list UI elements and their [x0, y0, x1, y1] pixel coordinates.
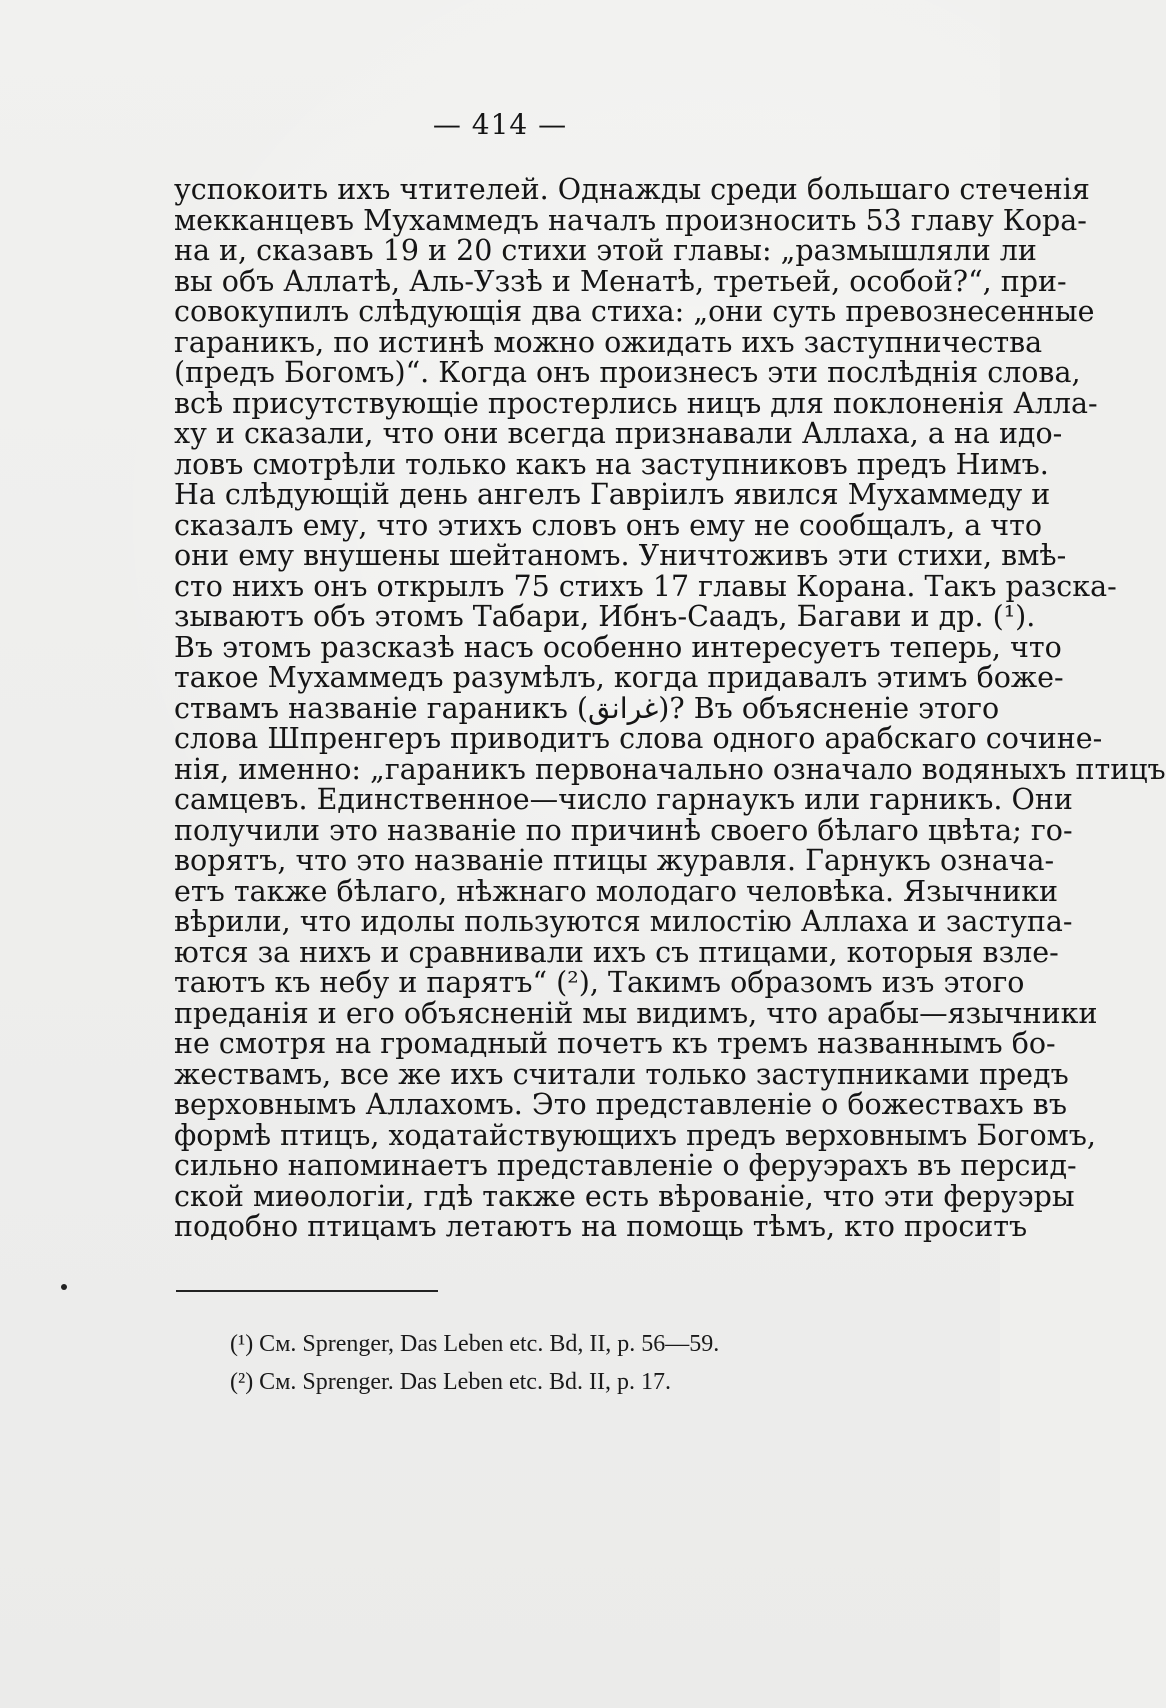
text-line: формѣ птицъ, ходатайствующихъ предъ верховнымъ Богомъ,: [174, 1118, 1096, 1152]
text-line: гараникъ, по истинѣ можно ожидать ихъ заступничества: [174, 325, 1043, 359]
text-line: всѣ присутствующіе простерлись ницъ для поклоненія Алла-: [174, 386, 1098, 420]
text-line: етъ также бѣлаго, нѣжнаго молодаго человѣка. Язычники: [174, 874, 1059, 908]
text-line: жествамъ, все же ихъ считали только заступниками предъ: [174, 1057, 1069, 1091]
text-line: верховнымъ Аллахомъ. Это представленіе о божествахъ въ: [174, 1088, 1067, 1121]
text-line: сильно напоминаетъ представленіе о феруэрахъ въ персид-: [174, 1149, 1077, 1182]
footnote-1: (¹) См. Sprenger, Das Leben etc. Bd, II, p. 56—59.: [230, 1331, 720, 1357]
footnote-divider: [176, 1290, 438, 1292]
text-line: сто нихъ онъ открылъ 75 стихъ 17 главы Корана. Такъ разска-: [174, 569, 1117, 603]
ink-mark: [61, 1284, 67, 1290]
text-line: успокоить ихъ чтителей. Однажды среди большаго стеченія: [174, 173, 1090, 206]
text-line: получили это названіе по причинѣ своего бѣлаго цвѣта; го-: [174, 813, 1073, 847]
footnotes: [230, 1325, 870, 1401]
main-text: [174, 173, 1166, 1243]
text-line: сказалъ ему, что этихъ словъ онъ ему не сообщалъ, а что: [174, 508, 1043, 542]
footnote-2: (²) См. Sprenger. Das Leben etc. Bd. II, p. 17.: [230, 1369, 671, 1395]
text-line: ствамъ названіе гараникъ (غرانق)? Въ объясненіе этого: [174, 691, 1000, 725]
text-line: не смотря на громадный почетъ къ тремъ названнымъ бо-: [174, 1027, 1056, 1060]
page-number: — 414 —: [432, 108, 568, 141]
text-line: ворятъ, что это названіе птицы журавля. Гарнукъ означа-: [174, 844, 1055, 877]
text-line: вы объ Аллатѣ, Аль-Уззѣ и Менатѣ, третьей, особой?“, при-: [174, 264, 1067, 298]
text-line: ху и сказали, что они всегда признавали Аллаха, а на идо-: [174, 417, 1063, 450]
text-line: зываютъ объ этомъ Табари, Ибнъ-Саадъ, Багави и др. (¹).: [174, 600, 1036, 633]
text-line: На слѣдующій день ангелъ Гавріилъ явился Мухаммеду и: [174, 478, 1051, 511]
text-line: ской миѳологіи, гдѣ также есть вѣрованіе, что эти феруэры: [174, 1179, 1075, 1213]
text-line: подобно птицамъ летаютъ на помощь тѣмъ, кто проситъ: [174, 1210, 1028, 1243]
text-line: ловъ смотрѣли только какъ на заступниковъ предъ Нимъ.: [174, 447, 1049, 481]
text-line: Въ этомъ разсказѣ насъ особенно интересуетъ теперь, что: [174, 630, 1062, 664]
text-line: на и, сказавъ 19 и 20 стихи этой главы: „размышляли ли: [174, 234, 1037, 267]
text-line: таютъ къ небу и парятъ“ (²), Такимъ образомъ изъ этого: [174, 966, 1025, 999]
text-line: преданія и его объясненій мы видимъ, что арабы—язычники: [174, 996, 1098, 1030]
text-line: они ему внушены шейтаномъ. Уничтоживъ эти стихи, вмѣ-: [174, 539, 1067, 572]
text-line: вѣрили, что идолы пользуются милостію Аллаха и заступа-: [174, 905, 1073, 938]
text-line: такое Мухаммедъ разумѣлъ, когда придавалъ этимъ боже-: [174, 661, 1064, 694]
text-line: самцевъ. Единственное—число гарнаукъ или гарникъ. Они: [174, 783, 1073, 816]
text-line: (предъ Богомъ)“. Когда онъ произнесъ эти послѣднія слова,: [174, 356, 1081, 389]
text-line: нія, именно: „гараникъ первоначально означало водяныхъ птицъ: [174, 752, 1166, 786]
text-line: мекканцевъ Мухаммедъ началъ произносить 53 главу Кора-: [174, 203, 1087, 237]
text-line: слова Шпренгеръ приводитъ слова одного арабскаго сочине-: [174, 722, 1103, 755]
text-line: ются за нихъ и сравнивали ихъ съ птицами, которыя взле-: [174, 935, 1059, 969]
text-line: совокупилъ слѣдующія два стиха: „они суть превознесенные: [174, 295, 1095, 328]
